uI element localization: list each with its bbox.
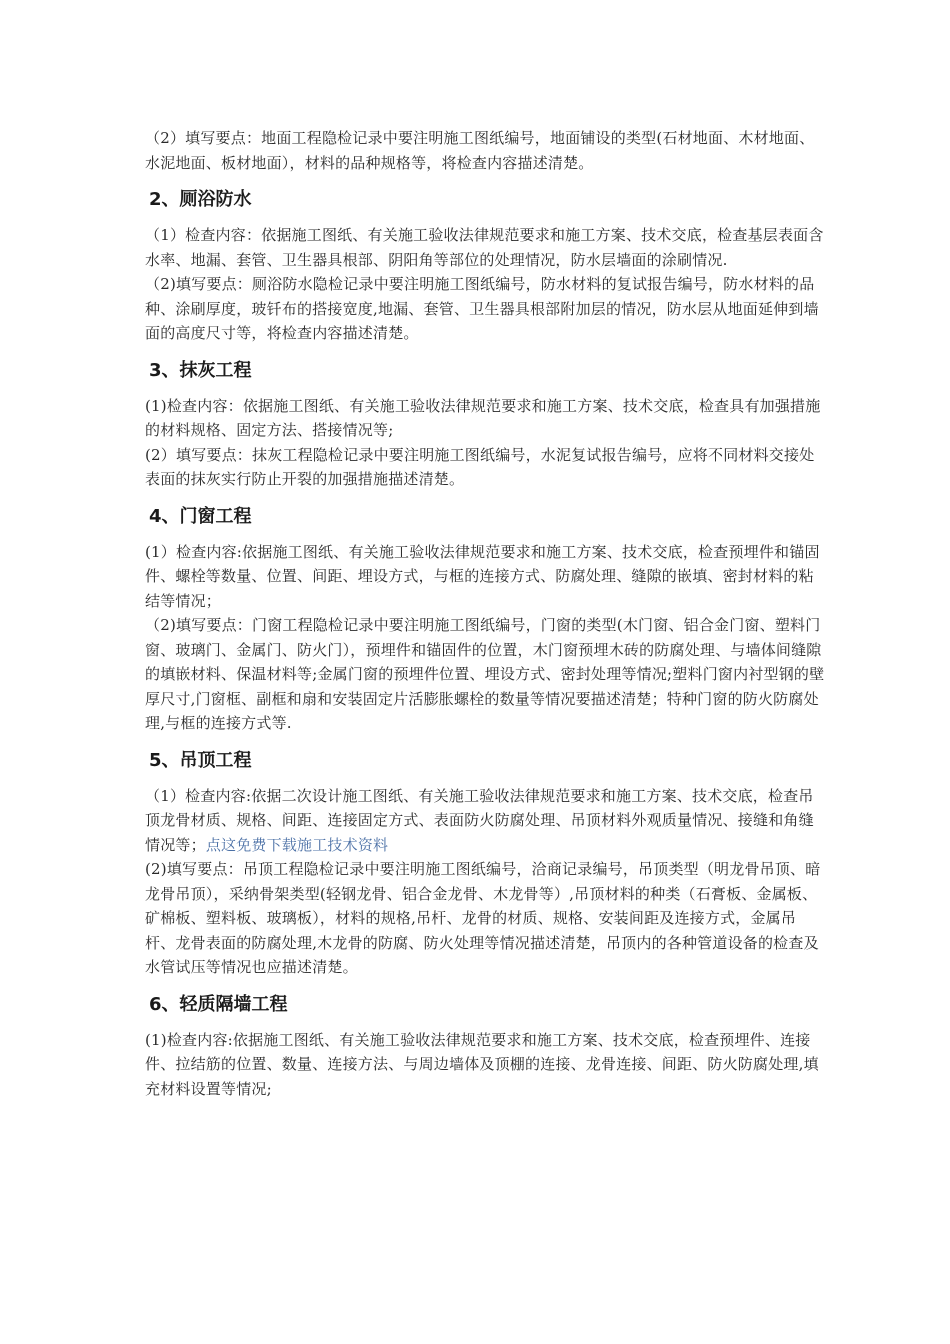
section-heading: 4、门窗工程 (149, 505, 252, 527)
filling-points-paragraph: (2）填写要点：抹灰工程隐检记录中要注明施工图纸编号，水泥复试报告编号，应将不同材料交接处表面的抹灰实行防止开裂的加强措施描述清楚。 (145, 445, 815, 488)
section-heading: 2、厕浴防水 (149, 189, 252, 210)
section-heading: 3、抹灰工程 (149, 359, 252, 381)
inspection-content-paragraph: (1）检查内容:依据施工图纸、有关施工验收法律规范要求和施工方案、技术交底，检查预埋件和锚固件、螺栓等数量、位置、间距、埋设方式，与框的连接方式、防腐处理、缝隙的嵌填、密封材料的粘结等情况； (145, 542, 820, 610)
filling-points-paragraph: （2)填写要点：门窗工程隐检记录中要注明施工图纸编号，门窗的类型(木门窗、铝合金门窗、塑料门窗、玻璃门、金属门、防火门），预埋件和锚固件的位置，木门窗预埋木砖的防腐处理、与墙体间缝隙的填嵌材料、保温材料等;金属门窗的预埋件位置、埋设方式、密封处理等情况;塑料门窗内衬型钢的壁厚尺寸,门窗框、副框和扇和安装固定片活膨胀螺栓的数量等情况要描述清楚；特种门窗的防火防腐处理,与框的连接方式等. (145, 616, 825, 732)
inspection-content-paragraph (145, 784, 825, 858)
filling-points-paragraph: （2)填写要点：厕浴防水隐检记录中要注明施工图纸编号，防水材料的复试报告编号，防水材料的品种、涂刷厚度，玻钎布的搭接宽度,地漏、套管、卫生器具根部附加层的情况，防水层从地面延伸到墙面的高度尺寸等，将检查内容描述清楚。 (145, 275, 819, 342)
section-bathroom-waterproofing (145, 187, 825, 346)
document-page (145, 126, 825, 1101)
section-doors-windows (145, 504, 825, 736)
inspection-content-paragraph: (1)检查内容:依据施工图纸、有关施工验收法律规范要求和施工方案、技术交底，检查预埋件、连接件、拉结筋的位置、数量、连接方法、与周边墙体及顶棚的连接、龙骨连接、间距、防火防腐处理,填充材料设置等情况; (145, 1030, 819, 1098)
inspection-content-paragraph: (1)检查内容：依据施工图纸、有关施工验收法律规范要求和施工方案、技术交底，检查具有加强措施的材料规格、固定方法、搭接情况等; (145, 396, 821, 439)
inspection-content-text: （1）检查内容:依据二次设计施工图纸、有关施工验收法律规范要求和施工方案、技术交底，检查吊顶龙骨材质、规格、间距、连接固定方式、表面防火防腐处理、吊顶材料外观质量情况、接缝和角缝情况等； (145, 786, 814, 854)
section-plastering (145, 358, 825, 492)
intro-paragraph: （2）填写要点：地面工程隐检记录中要注明施工图纸编号，地面铺设的类型(石材地面、木材地面、水泥地面、板材地面），材料的品种规格等，将检查内容描述清楚。 (145, 129, 815, 172)
section-lightweight-partition (145, 992, 825, 1102)
section-heading: 5、吊顶工程 (149, 749, 252, 771)
download-resources-link[interactable]: 点这免费下载施工技术资料 (205, 835, 389, 854)
section-heading: 6、轻质隔墙工程 (149, 993, 288, 1015)
inspection-content-paragraph: （1）检查内容：依据施工图纸、有关施工验收法律规范要求和施工方案、技术交底，检查基层表面含水率、地漏、套管、卫生器具根部、阴阳角等部位的处理情况，防水层墙面的涂刷情况. (145, 226, 824, 269)
filling-points-paragraph: (2)填写要点：吊顶工程隐检记录中要注明施工图纸编号，洽商记录编号，吊顶类型（明龙骨吊顶、暗龙骨吊顶），采纳骨架类型(轻钢龙骨、铝合金龙骨、木龙骨等）,吊顶材料的种类（石膏板、金属板、矿棉板、塑料板、玻璃板），材料的规格,吊杆、龙骨的材质、规格、安装间距及连接方式，金属吊杆、龙骨表面的防腐处理,木龙骨的防腐、防火处理等情况描述清楚，吊顶内的各种管道设备的检查及水管试压等情况也应描述清楚。 (145, 860, 821, 976)
section-ceiling (145, 748, 825, 980)
